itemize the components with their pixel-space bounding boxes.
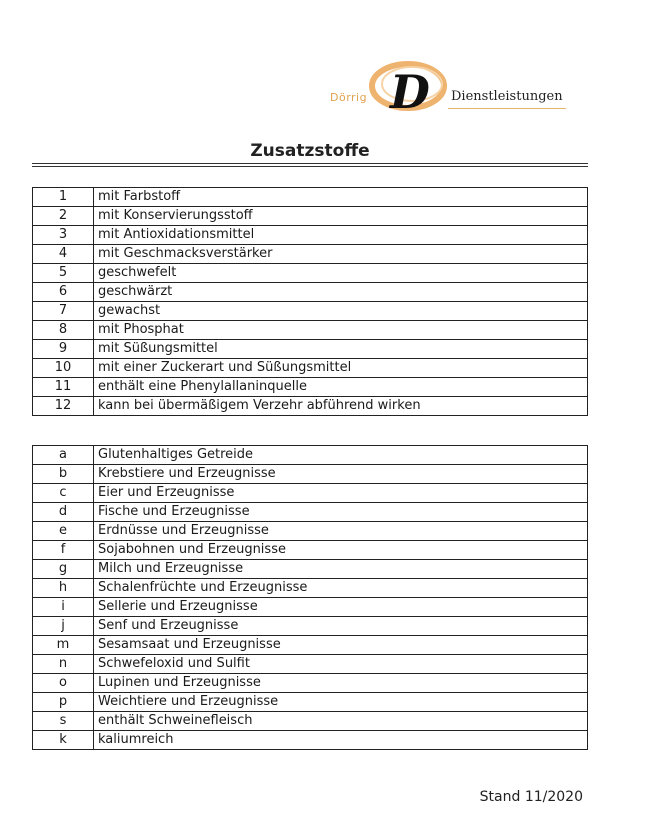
row-label: Erdnüsse und Erzeugnisse [94, 522, 588, 541]
row-code: c [33, 484, 94, 503]
row-code: o [33, 674, 94, 693]
table-row [33, 674, 588, 693]
row-label: Sojabohnen und Erzeugnisse [94, 541, 588, 560]
row-code: j [33, 617, 94, 636]
table-row [33, 264, 588, 283]
row-code: m [33, 636, 94, 655]
company-logo [330, 58, 570, 118]
row-label: Schalenfrüchte und Erzeugnisse [94, 579, 588, 598]
row-label: kaliumreich [94, 731, 588, 750]
row-label: enthält eine Phenylallaninquelle [94, 378, 588, 397]
row-label: geschwärzt [94, 283, 588, 302]
revision-date: Stand 11/2020 [479, 789, 583, 805]
row-label: Lupinen und Erzeugnisse [94, 674, 588, 693]
row-code: f [33, 541, 94, 560]
table-row [33, 359, 588, 378]
row-label: mit Geschmacksverstärker [94, 245, 588, 264]
row-label: mit Farbstoff [94, 188, 588, 207]
row-label: Schwefeloxid und Sulfit [94, 655, 588, 674]
row-label: gewachst [94, 302, 588, 321]
table-row [33, 188, 588, 207]
table-row [33, 731, 588, 750]
table-row [33, 579, 588, 598]
row-label: kann bei übermäßigem Verzehr abführend wirken [94, 397, 588, 416]
table-row [33, 712, 588, 731]
row-code: 9 [33, 340, 94, 359]
row-label: Glutenhaltiges Getreide [94, 446, 588, 465]
row-label: Weichtiere und Erzeugnisse [94, 693, 588, 712]
logo-left-text: Dörrig [330, 91, 368, 104]
row-code: 5 [33, 264, 94, 283]
table-row [33, 617, 588, 636]
table-row [33, 302, 588, 321]
table-row [33, 207, 588, 226]
row-code: g [33, 560, 94, 579]
page-title: Zusatzstoffe [250, 141, 370, 161]
row-code: 4 [33, 245, 94, 264]
row-code: 1 [33, 188, 94, 207]
logo-underline [448, 108, 566, 109]
table-row [33, 340, 588, 359]
row-code: 10 [33, 359, 94, 378]
row-label: Krebstiere und Erzeugnisse [94, 465, 588, 484]
row-code: 11 [33, 378, 94, 397]
row-label: geschwefelt [94, 264, 588, 283]
table-row [33, 655, 588, 674]
row-code: i [33, 598, 94, 617]
row-code: 2 [33, 207, 94, 226]
row-label: Milch und Erzeugnisse [94, 560, 588, 579]
row-label: mit einer Zuckerart und Süßungsmittel [94, 359, 588, 378]
table-row [33, 522, 588, 541]
table-row [33, 321, 588, 340]
table-row [33, 446, 588, 465]
table-row [33, 283, 588, 302]
table-row [33, 245, 588, 264]
table-row [33, 484, 588, 503]
table-row [33, 378, 588, 397]
row-code: d [33, 503, 94, 522]
row-code: a [33, 446, 94, 465]
row-code: s [33, 712, 94, 731]
row-code: 3 [33, 226, 94, 245]
row-code: 8 [33, 321, 94, 340]
row-label: mit Süßungsmittel [94, 340, 588, 359]
table-row [33, 503, 588, 522]
row-label: Eier und Erzeugnisse [94, 484, 588, 503]
row-code: 6 [33, 283, 94, 302]
row-label: mit Phosphat [94, 321, 588, 340]
row-label: Fische und Erzeugnisse [94, 503, 588, 522]
additives-table [32, 187, 588, 416]
table-row [33, 598, 588, 617]
row-label: mit Antioxidationsmittel [94, 226, 588, 245]
row-code: e [33, 522, 94, 541]
row-code: k [33, 731, 94, 750]
row-label: enthält Schweinefleisch [94, 712, 588, 731]
row-label: Sesamsaat und Erzeugnisse [94, 636, 588, 655]
logo-monogram-icon [368, 58, 448, 118]
row-code: h [33, 579, 94, 598]
row-label: Senf und Erzeugnisse [94, 617, 588, 636]
table-row [33, 226, 588, 245]
row-label: Sellerie und Erzeugnisse [94, 598, 588, 617]
row-code: n [33, 655, 94, 674]
title-rule-bottom [32, 166, 588, 167]
row-code: b [33, 465, 94, 484]
table-row [33, 560, 588, 579]
row-label: mit Konservierungsstoff [94, 207, 588, 226]
logo-monogram: D [390, 65, 430, 118]
allergens-table [32, 445, 588, 750]
row-code: 12 [33, 397, 94, 416]
table-row [33, 541, 588, 560]
title-rule-top [32, 163, 588, 164]
table-row [33, 693, 588, 712]
logo-right-text: Dienstleistungen [451, 89, 563, 104]
table-row [33, 397, 588, 416]
row-code: 7 [33, 302, 94, 321]
table-row [33, 465, 588, 484]
table-row [33, 636, 588, 655]
row-code: p [33, 693, 94, 712]
